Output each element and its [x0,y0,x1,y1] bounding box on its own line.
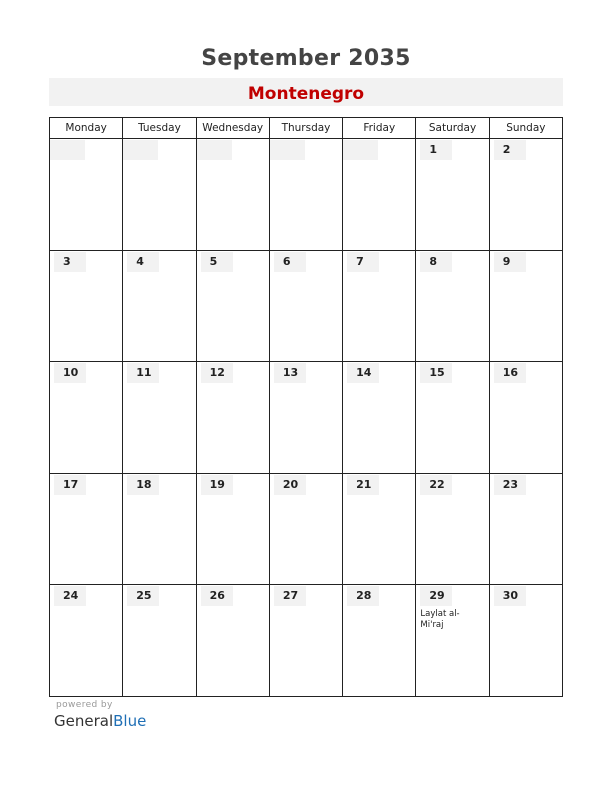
day-cell [489,362,562,474]
day-cell [269,250,342,362]
day-cell [416,250,489,362]
day-number: 30 [494,586,526,606]
empty-day-marker [197,140,232,160]
week-row [50,473,563,585]
day-number: 14 [347,363,379,383]
empty-day-marker [270,140,305,160]
day-number: 7 [347,252,379,272]
day-number: 13 [274,363,306,383]
week-row [50,250,563,362]
day-number: 5 [201,252,233,272]
day-cell [416,585,489,697]
day-cell [50,362,123,474]
brand-blue: Blue [113,712,147,730]
day-number: 2 [494,140,526,160]
day-cell [343,250,416,362]
empty-day-marker [123,140,158,160]
day-number: 21 [347,475,379,495]
day-cell [269,473,342,585]
day-number: 26 [201,586,233,606]
day-number: 12 [201,363,233,383]
day-cell [123,250,196,362]
page-title: September 2035 [201,46,411,71]
day-number: 20 [274,475,306,495]
day-cell [489,473,562,585]
day-number: 16 [494,363,526,383]
day-cell [196,585,269,697]
day-number: 29 [420,586,452,606]
day-number: 10 [54,363,86,383]
brand-general: General [54,712,114,730]
weekday-saturday: Saturday [416,118,489,139]
day-cell [489,585,562,697]
day-cell [416,139,489,251]
day-cell [123,473,196,585]
weekday-sunday: Sunday [489,118,562,139]
day-cell [269,362,342,474]
country-name: Montenegro [247,84,365,104]
day-number: 15 [420,363,452,383]
weekday-wednesday: Wednesday [196,118,269,139]
day-cell [196,250,269,362]
day-cell [343,362,416,474]
weekday-monday: Monday [50,118,123,139]
day-cell [123,139,196,251]
holiday-event: Laylat al-Mi'raj [420,609,460,631]
week-row [50,362,563,474]
brand-logo [54,712,146,730]
day-cell [196,362,269,474]
day-cell [343,473,416,585]
day-number: 9 [494,252,526,272]
day-number: 17 [54,475,86,495]
weekday-thursday: Thursday [269,118,342,139]
day-number: 23 [494,475,526,495]
powered-by-label: powered by [56,700,113,710]
week-row [50,585,563,697]
empty-day-marker [343,140,378,160]
day-cell [196,139,269,251]
weekday-friday: Friday [343,118,416,139]
day-number: 22 [420,475,452,495]
day-cell [50,250,123,362]
day-cell [489,139,562,251]
day-number: 1 [420,140,452,160]
day-cell [416,473,489,585]
day-number: 3 [54,252,86,272]
day-number: 8 [420,252,452,272]
day-number: 24 [54,586,86,606]
day-cell [416,362,489,474]
day-number: 25 [127,586,159,606]
day-cell [123,585,196,697]
day-number: 27 [274,586,306,606]
empty-day-marker [50,140,85,160]
day-number: 11 [127,363,159,383]
day-cell [50,473,123,585]
country-banner [49,78,563,106]
week-row [50,139,563,251]
day-cell [50,139,123,251]
weekday-tuesday: Tuesday [123,118,196,139]
weekday-header-row [50,118,563,139]
day-number: 19 [201,475,233,495]
day-cell [489,250,562,362]
day-cell [50,585,123,697]
day-cell [269,585,342,697]
day-cell [343,139,416,251]
day-cell [196,473,269,585]
day-cell [123,362,196,474]
day-cell [269,139,342,251]
calendar-grid [49,117,563,697]
day-number: 6 [274,252,306,272]
day-cell [343,585,416,697]
day-number: 28 [347,586,379,606]
day-number: 18 [127,475,159,495]
calendar-body [50,139,563,697]
day-number: 4 [127,252,159,272]
